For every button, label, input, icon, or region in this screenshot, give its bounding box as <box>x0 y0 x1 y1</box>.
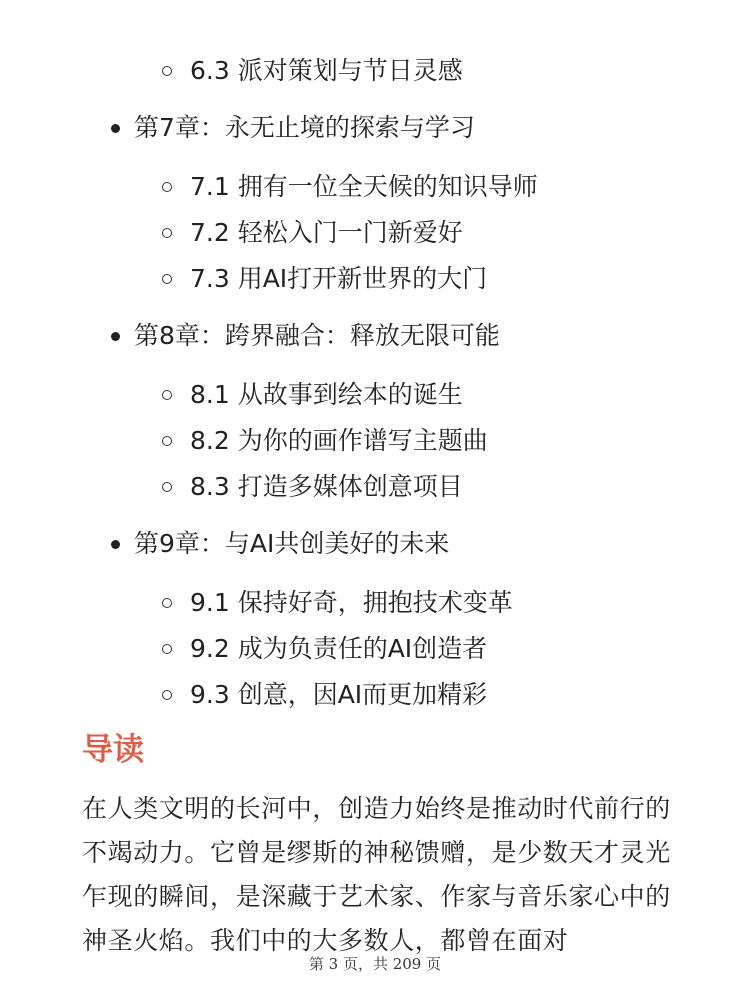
toc-section-item <box>0 210 750 256</box>
toc-item-label: 9.1 保持好奇，拥抱技术变革 <box>190 588 513 617</box>
toc-item-label: 第8章：跨界融合：释放无限可能 <box>134 321 500 350</box>
hollow-bullet-icon <box>162 690 172 700</box>
hollow-bullet-icon <box>162 228 172 238</box>
toc-chapter-item <box>0 106 750 150</box>
toc-section-item <box>0 164 750 210</box>
hollow-bullet-icon <box>162 66 172 76</box>
toc-section-item <box>0 580 750 626</box>
toc-item-label: 8.1 从故事到绘本的诞生 <box>190 380 463 409</box>
toc-section-item <box>0 372 750 418</box>
toc-item-label: 7.1 拥有一位全天候的知识导师 <box>190 172 538 201</box>
toc-section-item <box>0 256 750 302</box>
toc-section-item <box>0 48 750 94</box>
toc-item-label: 第9章：与AI共创美好的未来 <box>134 529 450 558</box>
toc-item-label: 8.2 为你的画作谱写主题曲 <box>190 426 488 455</box>
hollow-bullet-icon <box>162 598 172 608</box>
toc-section-item <box>0 626 750 672</box>
hollow-bullet-icon <box>162 182 172 192</box>
hollow-bullet-icon <box>162 482 172 492</box>
intro-paragraph: 在人类文明的长河中，创造力始终是推动时代前行的不竭动力。它曾是缪斯的神秘馈赠，是少数天才灵光乍现的瞬间，是深藏于艺术家、作家与音乐家心中的神圣火焰。我们中的大多数人，都曾在面对 <box>82 794 671 955</box>
toc-item-label: 7.3 用AI打开新世界的大门 <box>190 264 488 293</box>
table-of-contents <box>0 48 750 718</box>
toc-item-label: 9.3 创意，因AI而更加精彩 <box>190 680 488 709</box>
hollow-bullet-icon <box>162 644 172 654</box>
toc-item-label: 7.2 轻松入门一门新爱好 <box>190 218 463 247</box>
filled-bullet-icon <box>111 540 120 549</box>
toc-item-label: 6.3 派对策划与节日灵感 <box>190 56 463 85</box>
toc-section-item <box>0 464 750 510</box>
section-heading: 导读 <box>82 732 144 768</box>
hollow-bullet-icon <box>162 390 172 400</box>
toc-chapter-item <box>0 522 750 566</box>
hollow-bullet-icon <box>162 274 172 284</box>
toc-item-label: 8.3 打造多媒体创意项目 <box>190 472 463 501</box>
toc-section-item <box>0 418 750 464</box>
toc-chapter-item <box>0 314 750 358</box>
page-footer: 第 3 页，共 209 页 <box>308 955 442 973</box>
toc-item-label: 9.2 成为负责任的AI创造者 <box>190 634 488 663</box>
hollow-bullet-icon <box>162 436 172 446</box>
filled-bullet-icon <box>111 332 120 341</box>
filled-bullet-icon <box>111 124 120 133</box>
toc-item-label: 第7章：永无止境的探索与学习 <box>134 113 475 142</box>
toc-section-item <box>0 672 750 718</box>
